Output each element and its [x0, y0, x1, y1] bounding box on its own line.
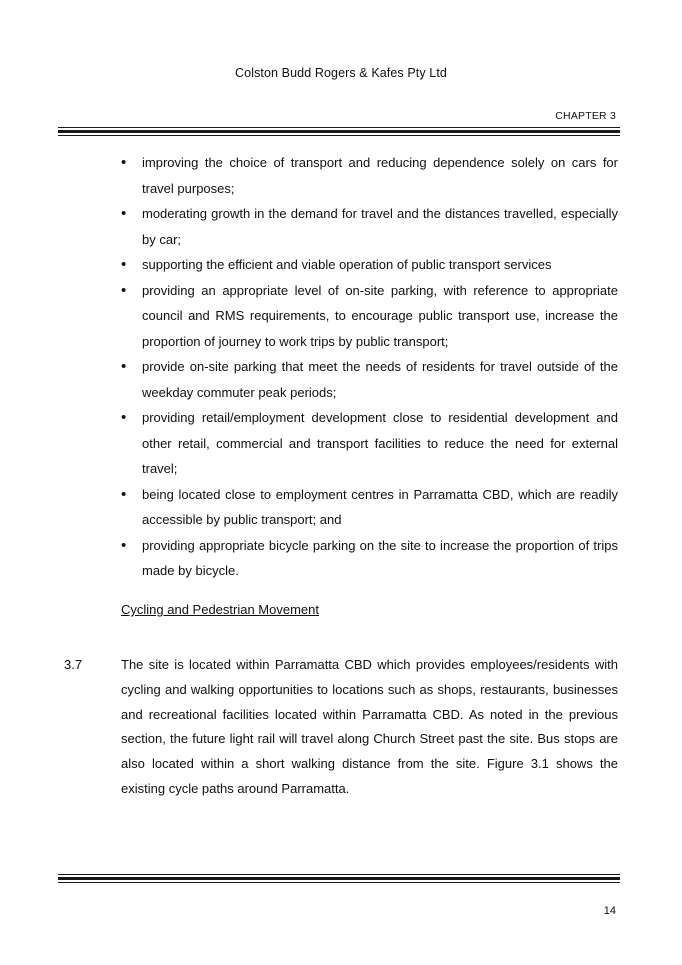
footer-rule	[58, 874, 620, 885]
list-item: • improving the choice of transport and reducing dependence solely on cars for travel purposes;	[121, 150, 618, 201]
list-item: • supporting the efficient and viable operation of public transport services	[121, 252, 618, 278]
section-heading: Cycling and Pedestrian Movement	[121, 602, 319, 617]
list-item: • being located close to employment centres in Parramatta CBD, which are readily accessible by public transport; and	[121, 482, 618, 533]
objectives-list	[121, 150, 618, 584]
paragraph-number: 3.7	[64, 657, 83, 672]
list-item: • providing retail/employment development close to residential development and other retail, commercial and transport facilities to reduce the need for external travel;	[121, 405, 618, 482]
page-number: 14	[603, 905, 616, 917]
list-item: • providing appropriate bicycle parking on the site to increase the proportion of trips made by bicycle.	[121, 533, 618, 584]
list-item: • provide on-site parking that meet the needs of residents for travel outside of the weekday commuter peak periods;	[121, 354, 618, 405]
list-item: • providing an appropriate level of on-site parking, with reference to appropriate council and RMS requirements, to encourage public transport use, increase the proportion of journey to work trips by public transport;	[121, 278, 618, 355]
chapter-label: CHAPTER 3	[555, 110, 616, 122]
paragraph-text: The site is located within Parramatta CBD which provides employees/residents with cycling and walking opportunities to locations such as shops, restaurants, businesses and recreational facilities located within Parramatta CBD. As noted in the previous section, the future light rail will travel along Church Street past the site. Bus stops are also located within a short walking distance from the site. Figure 3.1 shows the existing cycle paths around Parramatta.	[121, 657, 618, 796]
list-item: • moderating growth in the demand for travel and the distances travelled, especially by car;	[121, 201, 618, 252]
header-rule	[58, 127, 620, 138]
company-name: Colston Budd Rogers & Kafes Pty Ltd	[235, 66, 447, 80]
